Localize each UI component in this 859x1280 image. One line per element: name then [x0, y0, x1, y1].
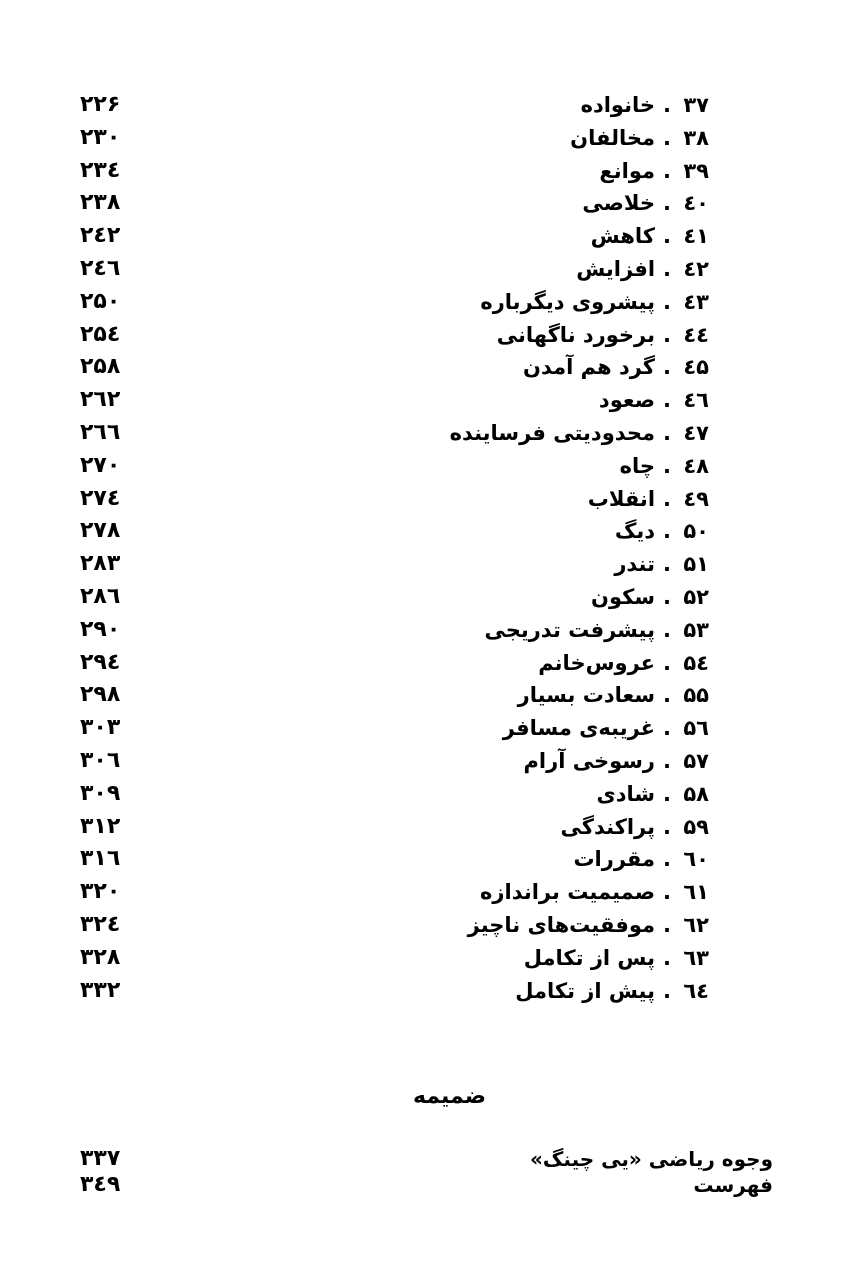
appendix-entry-title: وجوه ریاضی «یی چینگ» [530, 1147, 773, 1171]
separator-dot: . [663, 486, 671, 511]
toc-entry [0, 318, 859, 352]
entry-title-group [576, 252, 709, 286]
toc-entry [0, 875, 859, 909]
chapter-number: ۵۷ [683, 749, 709, 773]
separator-dot: . [663, 191, 671, 216]
separator-dot: . [663, 650, 671, 675]
separator-dot: . [663, 519, 671, 544]
page-number: ۲۵۸ [80, 354, 121, 380]
chapter-title: پیشروی دیگرباره [480, 289, 656, 314]
separator-dot: . [663, 814, 671, 839]
page-number: ۳۰۳ [80, 715, 121, 741]
entry-title-group [582, 186, 709, 220]
entry-title-group [468, 908, 709, 942]
entry-title-group [620, 449, 709, 483]
chapter-title: مخالفان [570, 125, 656, 150]
chapter-title: چاه [619, 453, 656, 478]
chapter-title: پیشرفت تدریجی [484, 617, 656, 642]
separator-dot: . [663, 978, 671, 1003]
entry-title-group [581, 88, 709, 122]
page-number: ۲٤٦ [80, 256, 121, 281]
chapter-number: ٤۰ [683, 191, 709, 216]
separator-dot: . [663, 453, 671, 478]
chapter-number: ۵۳ [683, 617, 709, 642]
chapter-title: مقررات [573, 847, 656, 872]
chapter-number: ٤۹ [683, 486, 709, 511]
entry-title-group [615, 514, 709, 548]
toc-entry [0, 941, 859, 975]
entry-title-group [518, 678, 709, 712]
separator-dot: . [663, 355, 671, 380]
chapter-number: ٤۲ [683, 257, 709, 281]
chapter-number: ٤٦ [683, 388, 709, 413]
separator-dot: . [663, 683, 671, 708]
entry-title-group [524, 941, 709, 975]
page-number: ۲۳۰ [80, 124, 121, 150]
entry-title-group [497, 318, 709, 352]
toc-entry [0, 252, 859, 286]
entry-title-group [538, 646, 709, 680]
page-number: ۲۳۸ [80, 190, 121, 216]
toc-entry [0, 678, 859, 712]
separator-dot: . [663, 749, 671, 773]
separator-dot: . [663, 585, 671, 609]
toc-entry [0, 974, 859, 1008]
toc-entry [0, 777, 859, 811]
toc-entry [0, 219, 859, 253]
page-number: ۳٤۹ [80, 1172, 121, 1197]
separator-dot: . [663, 847, 671, 872]
toc-entry [0, 711, 859, 745]
entry-title-group [480, 875, 709, 909]
chapter-number: ۵۸ [683, 781, 709, 806]
entry-title-group [591, 580, 709, 614]
separator-dot: . [663, 388, 671, 413]
entry-title-group [614, 547, 709, 581]
toc-entry [0, 88, 859, 122]
chapter-title: صعود [598, 388, 656, 413]
chapter-number: ۵٦ [683, 716, 709, 741]
chapter-title: کاهش [590, 224, 656, 249]
entry-title-group [588, 482, 709, 516]
chapter-title: تندر [614, 552, 656, 577]
page-number: ۲۷۸ [80, 518, 121, 544]
chapter-title: برخورد ناگهانی [496, 322, 656, 347]
appendix-heading [0, 1080, 859, 1114]
chapter-number: ٤۱ [683, 224, 709, 249]
toc-entry [0, 482, 859, 516]
chapter-number: ٤۷ [683, 421, 709, 445]
separator-dot: . [663, 421, 671, 445]
chapter-title: عروس‌خانم [538, 650, 656, 675]
chapter-title: خانواده [580, 93, 656, 117]
separator-dot: . [663, 913, 671, 937]
chapter-number: ۳۷ [683, 93, 709, 117]
chapter-number: ٤٤ [683, 322, 709, 347]
toc-entry [0, 285, 859, 319]
chapter-title: غریبه‌ی مسافر [502, 716, 656, 741]
toc-entry [0, 449, 859, 483]
toc-entry [0, 908, 859, 942]
toc-entry [0, 186, 859, 220]
page-number: ۳۱٦ [80, 846, 121, 872]
entry-title-group [450, 416, 709, 450]
separator-dot: . [663, 322, 671, 347]
separator-dot: . [663, 224, 671, 249]
entry-title-group [573, 842, 709, 876]
page-number: ۲۲۶ [80, 92, 121, 117]
toc-entry [0, 810, 859, 844]
toc-entry [0, 744, 859, 778]
page-number: ۳۳۲ [80, 977, 121, 1003]
separator-dot: . [663, 617, 671, 642]
separator-dot: . [663, 781, 671, 806]
page-number: ۳۰٦ [80, 748, 121, 773]
toc-entry [0, 154, 859, 188]
chapter-number: ۵۰ [683, 519, 709, 544]
page-number: ۲۷٤ [80, 485, 121, 511]
separator-dot: . [663, 93, 671, 117]
toc-entry [0, 350, 859, 384]
toc-entry [0, 613, 859, 647]
page-number: ۲۹٤ [80, 649, 121, 675]
separator-dot: . [663, 158, 671, 183]
entry-title-group [480, 285, 709, 319]
chapter-title: موانع [599, 158, 656, 183]
separator-dot: . [663, 880, 671, 905]
toc-entry [0, 547, 859, 581]
entry-title-group [596, 777, 709, 811]
separator-dot: . [663, 945, 671, 970]
chapter-number: ۵٤ [683, 650, 709, 675]
page-number: ۲۵٤ [80, 321, 121, 347]
chapter-number: ٦۱ [683, 880, 709, 905]
chapter-number: ۳۸ [683, 125, 709, 150]
toc-entry [0, 580, 859, 614]
toc-entry [0, 383, 859, 417]
chapter-number: ٦۰ [683, 847, 709, 872]
page-number: ۳۲٤ [80, 912, 121, 937]
page-number: ۲۷۰ [80, 452, 121, 478]
chapter-title: پیش از تکامل [515, 978, 656, 1003]
entry-title-group [570, 121, 709, 155]
page-number: ۳۰۹ [80, 780, 121, 806]
toc-entry [0, 121, 859, 155]
page-number: ۳۳۷ [80, 1146, 121, 1171]
entry-title-group [524, 744, 709, 778]
toc-entry [0, 416, 859, 450]
page-number: ۲۸۳ [80, 551, 121, 577]
toc-entry [0, 842, 859, 876]
chapter-number: ٦۳ [683, 945, 709, 970]
chapter-number: ۳۹ [683, 158, 709, 183]
chapter-title: رسوخی آرام [523, 749, 656, 773]
chapter-title: سعادت بسیار [517, 683, 656, 708]
entry-title-group [599, 383, 709, 417]
chapter-number: ٤۵ [683, 355, 709, 380]
page-number: ۲۹۰ [80, 616, 121, 642]
page-number: ۲٦۲ [80, 387, 121, 413]
entry-title-group [503, 711, 709, 745]
toc-entry [0, 646, 859, 680]
chapter-title: افزایش [576, 257, 656, 281]
page-number: ۲٤۲ [80, 223, 121, 249]
chapter-number: ۵۱ [683, 552, 709, 577]
appendix-entry [0, 1168, 859, 1202]
toc-entry [0, 514, 859, 548]
entry-title-group [591, 219, 709, 253]
chapter-title: موفقیت‌های ناچیز [467, 913, 656, 937]
entry-title-group [515, 974, 709, 1008]
chapter-number: ٤۸ [683, 453, 709, 478]
entry-title-group [523, 350, 709, 384]
chapter-number: ٦٤ [683, 978, 709, 1003]
page-number: ۲۵۰ [80, 288, 121, 314]
chapter-title: سکون [591, 585, 656, 609]
separator-dot: . [663, 716, 671, 741]
entry-title-group [484, 613, 709, 647]
page-number: ۳۱۲ [80, 813, 121, 839]
chapter-title: شادی [596, 781, 656, 806]
separator-dot: . [663, 125, 671, 150]
entry-title-group [560, 810, 709, 844]
chapter-number: ۵۹ [683, 814, 709, 839]
chapter-title: دیگ [614, 519, 656, 544]
chapter-number: ٤۳ [683, 289, 709, 314]
chapter-title: انقلاب [587, 486, 656, 511]
entry-title-group [599, 154, 709, 188]
chapter-number: ۵۵ [683, 683, 709, 708]
separator-dot: . [663, 552, 671, 577]
chapter-title: محدودیتی فرساینده [449, 421, 656, 445]
chapter-number: ۵۲ [683, 585, 709, 609]
chapter-title: خلاصی [582, 191, 656, 216]
page-number: ۲۳٤ [80, 157, 121, 183]
page-number: ۳۲۰ [80, 879, 121, 905]
appendix-entry-title: فهرست [693, 1173, 773, 1197]
page-number: ۲٦٦ [80, 420, 121, 445]
chapter-title: پراکندگی [560, 814, 656, 839]
chapter-title: صمیمیت براندازه [480, 880, 656, 905]
separator-dot: . [663, 257, 671, 281]
page-number: ۲۸٦ [80, 584, 121, 609]
appendix-heading-text: ضمیمه [412, 1084, 487, 1109]
chapter-title: پس از تکامل [523, 945, 656, 970]
chapter-title: گرد هم آمدن [523, 355, 656, 380]
separator-dot: . [663, 289, 671, 314]
chapter-number: ٦۲ [683, 913, 709, 937]
page-number: ۳۲۸ [80, 944, 121, 970]
page-number: ۲۹۸ [80, 682, 121, 708]
